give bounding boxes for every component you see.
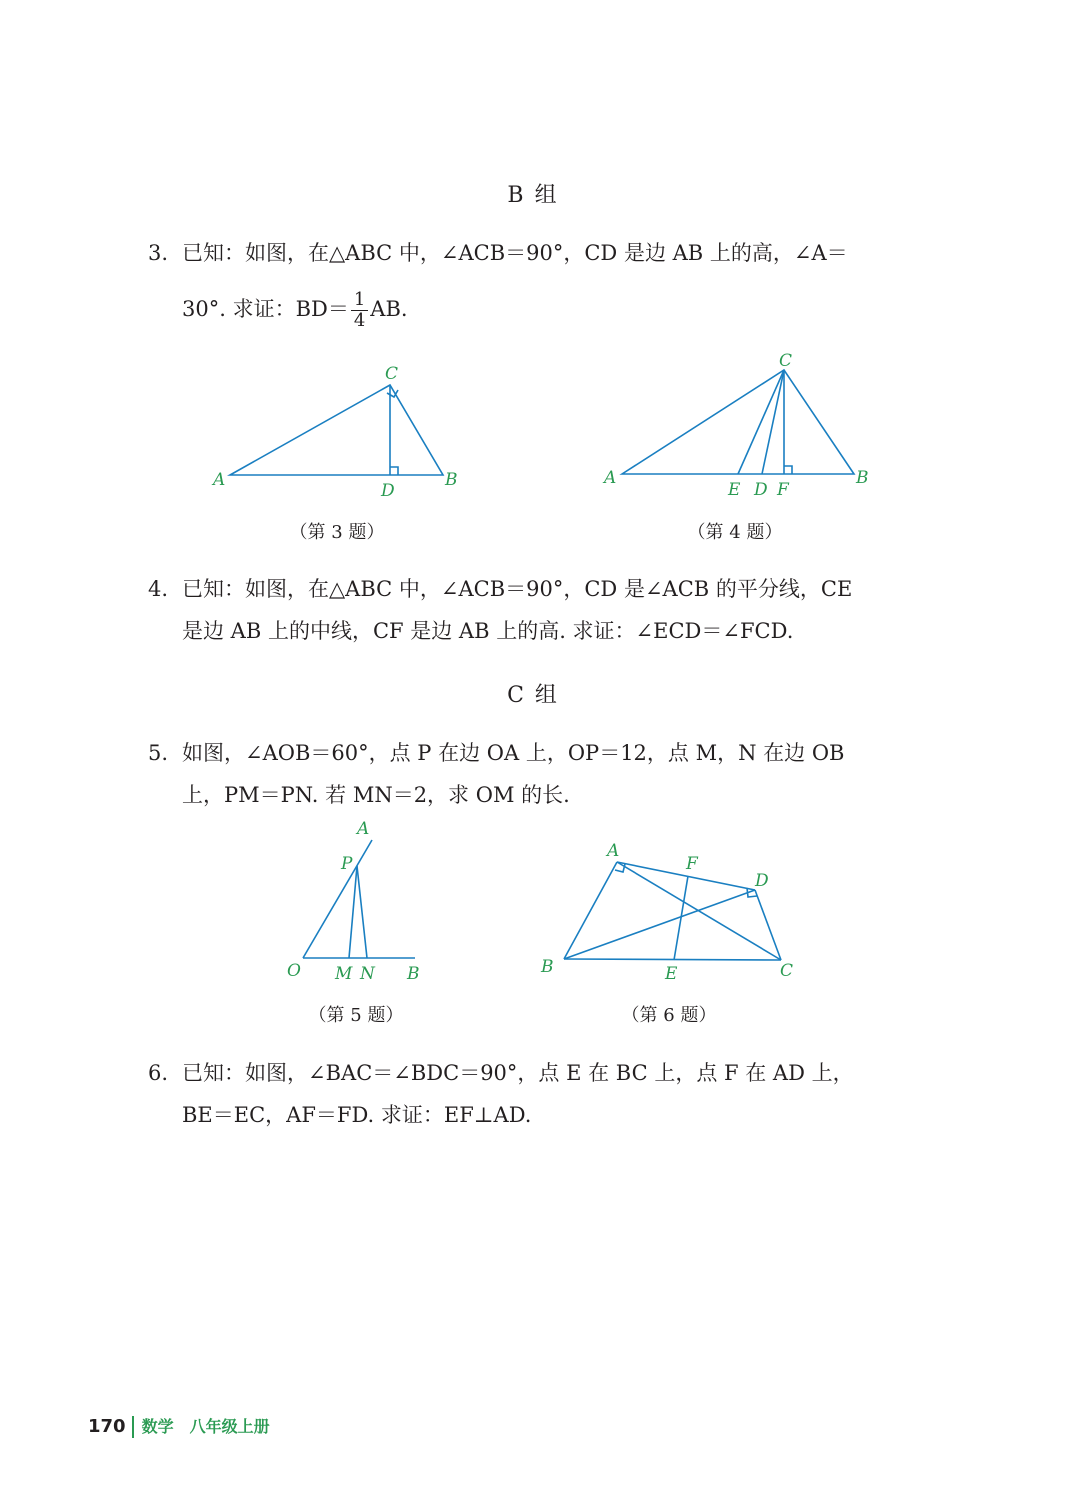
problem-text-line: 如图，∠AOB＝60°，点 P 在边 OA 上，OP＝12，点 M，N 在边 OB xyxy=(182,741,845,765)
fraction-denominator: 4 xyxy=(353,310,366,331)
point-label-d: D xyxy=(754,480,768,500)
problem-text-line: 已知：如图，在△ABC 中，∠ACB＝90°，CD 是∠ACB 的平分线，CE xyxy=(182,577,853,601)
problem-text-line: 上，PM＝PN. 若 MN＝2，求 OM 的长. xyxy=(182,783,570,807)
point-label-a: A xyxy=(213,470,226,490)
point-label-d: D xyxy=(755,871,769,891)
segment-pm xyxy=(349,866,357,958)
segment-pn xyxy=(357,866,367,958)
figure-4 xyxy=(598,350,888,500)
book-title: 数学 八年级上册 xyxy=(141,1417,270,1436)
figure-6 xyxy=(535,838,815,988)
triangle-abc xyxy=(230,385,443,475)
point-label-b: B xyxy=(407,964,420,984)
problem-number: 6. xyxy=(148,1061,169,1085)
figure-3-caption: （第 3 题） xyxy=(289,522,385,543)
group-b-heading: B 组 xyxy=(507,183,559,208)
page-footer xyxy=(88,1414,270,1438)
right-angle-mark xyxy=(390,467,398,475)
triangle-abc xyxy=(622,370,854,474)
problem-number: 4. xyxy=(148,577,169,601)
problem-text-line: BE＝EC，AF＝FD. 求证：EF⊥AD. xyxy=(182,1103,532,1127)
segment-ab xyxy=(564,862,617,959)
page-number: 170 xyxy=(88,1416,126,1437)
point-label-a: A xyxy=(357,819,370,839)
point-label-c: C xyxy=(779,351,793,371)
fraction-numerator: 1 xyxy=(351,290,368,311)
problem-5 xyxy=(148,732,948,816)
right-angle-mark xyxy=(784,466,792,474)
figure-3 xyxy=(205,360,465,500)
problem-text-line xyxy=(182,288,948,331)
point-label-a: A xyxy=(604,468,617,488)
ray-oa xyxy=(303,840,372,958)
problem-6 xyxy=(148,1052,948,1136)
figure-5-caption: （第 5 题） xyxy=(308,1005,404,1026)
problem-text-segment: 30°. 求证：BD＝ xyxy=(182,297,349,321)
point-label-b: B xyxy=(856,468,869,488)
bisector-cd xyxy=(762,370,784,474)
problem-text-segment: AB. xyxy=(370,297,408,321)
problem-number: 5. xyxy=(148,741,169,765)
figure-4-caption: （第 4 题） xyxy=(687,522,783,543)
point-label-b: B xyxy=(541,957,554,977)
point-label-p: P xyxy=(341,854,353,874)
segment-bd xyxy=(564,890,755,959)
point-label-f: F xyxy=(686,854,698,874)
point-label-e: E xyxy=(728,480,741,500)
point-label-n: N xyxy=(360,964,375,984)
group-c-heading: C 组 xyxy=(507,683,559,708)
figure-5 xyxy=(283,818,433,988)
point-label-f: F xyxy=(777,480,789,500)
problem-text-line: 已知：如图，∠BAC＝∠BDC＝90°，点 E 在 BC 上，点 F 在 AD 上， xyxy=(182,1061,854,1085)
point-label-a: A xyxy=(607,841,620,861)
point-label-c: C xyxy=(780,961,794,981)
fraction xyxy=(351,290,368,331)
point-label-b: B xyxy=(445,470,458,490)
point-label-d: D xyxy=(381,481,395,501)
point-label-e: E xyxy=(665,964,678,984)
footer-divider xyxy=(132,1416,134,1438)
problem-number: 3. xyxy=(148,241,169,265)
problem-3 xyxy=(148,232,948,331)
point-label-o: O xyxy=(287,961,301,981)
segment-dc xyxy=(755,890,781,960)
problem-4 xyxy=(148,568,948,652)
figure-6-caption: （第 6 题） xyxy=(621,1005,717,1026)
point-label-m: M xyxy=(335,964,353,984)
point-label-c: C xyxy=(385,364,399,384)
problem-text-line: 已知：如图，在△ABC 中，∠ACB＝90°，CD 是边 AB 上的高，∠A＝ xyxy=(182,241,848,265)
problem-text-line: 是边 AB 上的中线，CF 是边 AB 上的高. 求证：∠ECD＝∠FCD. xyxy=(182,619,794,643)
segment-bc xyxy=(564,959,781,960)
